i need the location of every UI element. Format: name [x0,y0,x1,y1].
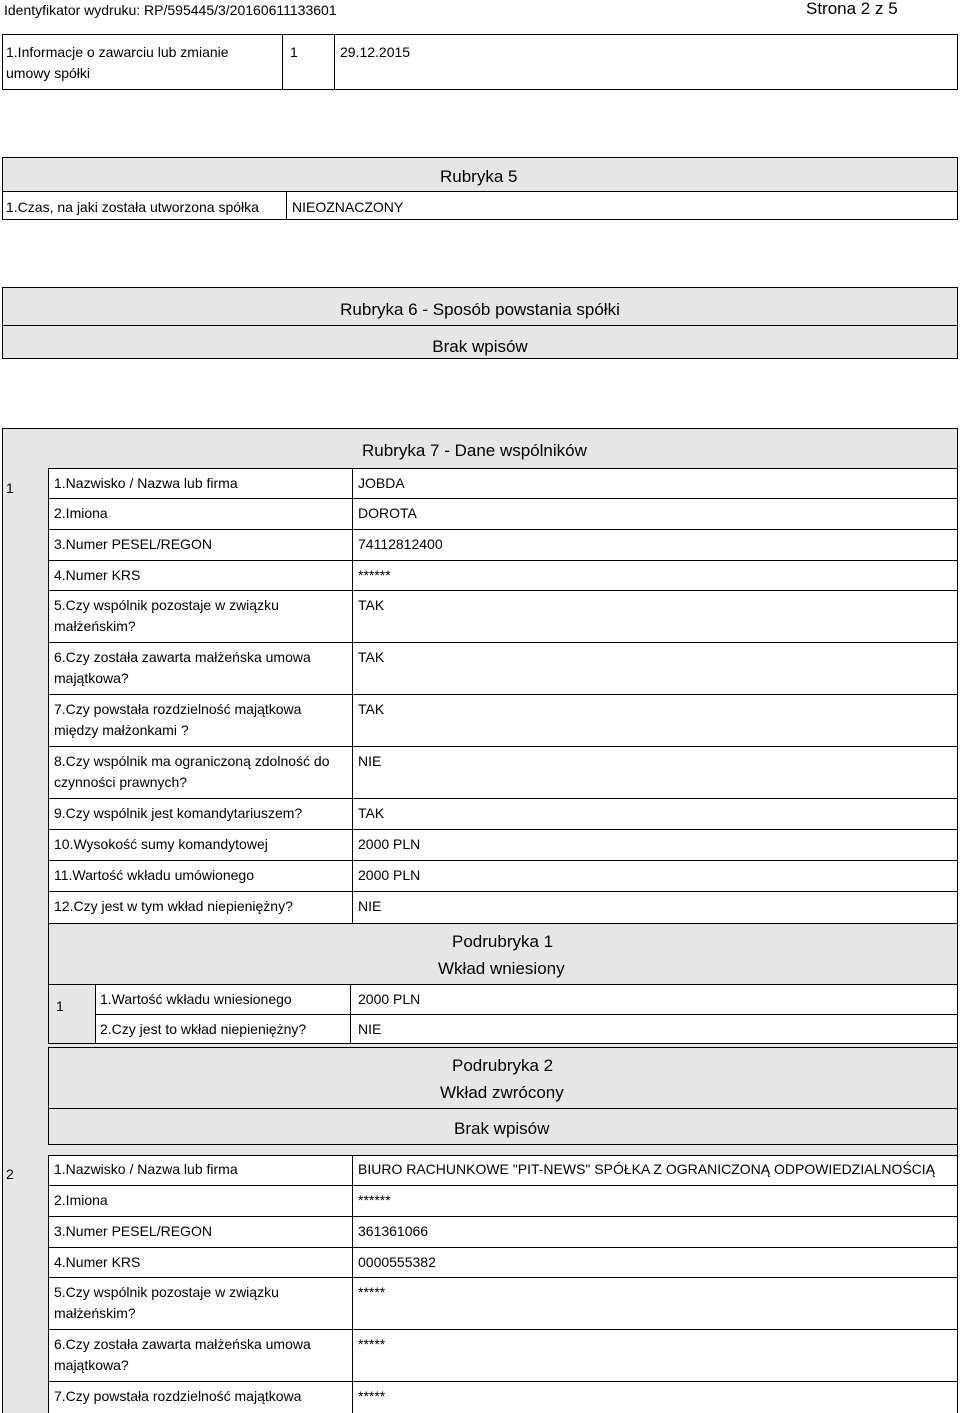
p1-value-1: JOBDA [358,475,405,491]
p1-label-3: 3.Numer PESEL/REGON [54,536,212,552]
p2-label-5: 5.Czy wspólnik pozostaje w związku małżeńskim? [54,1284,279,1321]
sub2-subtitle: Wkład zwrócony [440,1083,564,1102]
p2-label-3: 3.Numer PESEL/REGON [54,1223,212,1239]
p2-value-6: ***** [358,1336,386,1352]
p1-value-3: 74112812400 [358,536,443,552]
info-number: 1 [290,44,298,60]
p1-label-8: 8.Czy wspólnik ma ograniczoną zdolność do czynności prawnych? [54,753,330,790]
partner-1-divider [352,468,353,924]
p1-value-5: TAK [358,597,385,613]
p2-label-1: 1.Nazwisko / Nazwa lub firma [54,1161,238,1177]
r5-title: Rubryka 5 [440,167,518,186]
r6-divider [2,325,958,326]
p1-label-2: 2.Imiona [54,505,108,521]
p1-value-9: TAK [358,805,385,821]
sub1-label-1: 1.Wartość wkładu wniesionego [100,991,292,1007]
p2-value-1: BIURO RACHUNKOWE "PIT-NEWS" SPÓŁKA Z OGRANICZONĄ ODPOWIEDZIALNOŚCIĄ [358,1161,936,1177]
p1-value-7: TAK [358,701,385,717]
p2-label-7: 7.Czy powstała rozdzielność majątkowa [54,1388,302,1404]
partner-2-number: 2 [6,1166,14,1182]
page-number: Strona 2 z 5 [806,0,898,18]
p1-label-9: 9.Czy wspólnik jest komandytariuszem? [54,805,303,821]
p1-label-11: 11.Wartość wkładu umówionego [54,867,254,883]
info-date: 29.12.2015 [340,44,411,60]
p1-value-8: NIE [358,753,382,769]
r6-title: Rubryka 6 - Sposób powstania spółki [340,300,620,319]
p2-label-2: 2.Imiona [54,1192,108,1208]
p1-value-2: DOROTA [358,505,417,521]
r5-divider [286,191,287,220]
p1-label-7: 7.Czy powstała rozdzielność majątkowa między małżonkami ? [54,701,302,738]
sub1-label-2: 2.Czy jest to wkład niepieniężny? [100,1021,307,1037]
p1-label-10: 10.Wysokość sumy komandytowej [54,836,268,852]
sub1-number: 1 [56,998,64,1014]
partner-2-divider [352,1155,353,1413]
p1-value-11: 2000 PLN [358,867,421,883]
p1-value-4: ****** [358,567,391,583]
sub1-subtitle: Wkład wniesiony [438,959,565,978]
p1-label-5: 5.Czy wspólnik pozostaje w związku małżeńskim? [54,597,279,634]
p1-label-6: 6.Czy została zawarta małżeńska umowa majątkowa? [54,649,311,686]
print-id: Identyfikator wydruku: RP/595445/3/20160611133601 [4,2,337,18]
p1-value-6: TAK [358,649,385,665]
p1-label-1: 1.Nazwisko / Nazwa lub firma [54,475,238,491]
p2-label-4: 4.Numer KRS [54,1254,141,1270]
p2-value-3: 361361066 [358,1223,429,1239]
p2-label-6: 6.Czy została zawarta małżeńska umowa majątkowa? [54,1336,311,1373]
sub1-title: Podrubryka 1 [452,932,554,951]
r6-empty: Brak wpisów [432,337,528,356]
r5-label: 1.Czas, na jaki została utworzona spółka [6,199,259,215]
p1-value-12: NIE [358,898,382,914]
info-divider-1 [282,34,283,90]
partner-1-number: 1 [6,480,14,496]
p2-value-5: ***** [358,1284,386,1300]
sub1-value-1: 2000 PLN [358,991,421,1007]
p2-value-7: ***** [358,1388,386,1404]
p1-label-12: 12.Czy jest w tym wkład niepieniężny? [54,898,293,914]
sub2-title: Podrubryka 2 [452,1056,554,1075]
sub1-value-2: NIE [358,1021,382,1037]
p1-label-4: 4.Numer KRS [54,567,141,583]
p2-value-4: 0000555382 [358,1254,436,1270]
p2-value-2: ****** [358,1192,391,1208]
sub2-empty: Brak wpisów [454,1119,550,1138]
sub1-number-cell [48,984,96,1044]
r5-value: NIEOZNACZONY [292,199,404,215]
info-label: 1.Informacje o zawarciu lub zmianie umowy spółki [6,44,229,81]
p1-value-10: 2000 PLN [358,836,421,852]
info-divider-2 [334,34,335,90]
r7-title: Rubryka 7 - Dane wspólników [362,441,587,460]
